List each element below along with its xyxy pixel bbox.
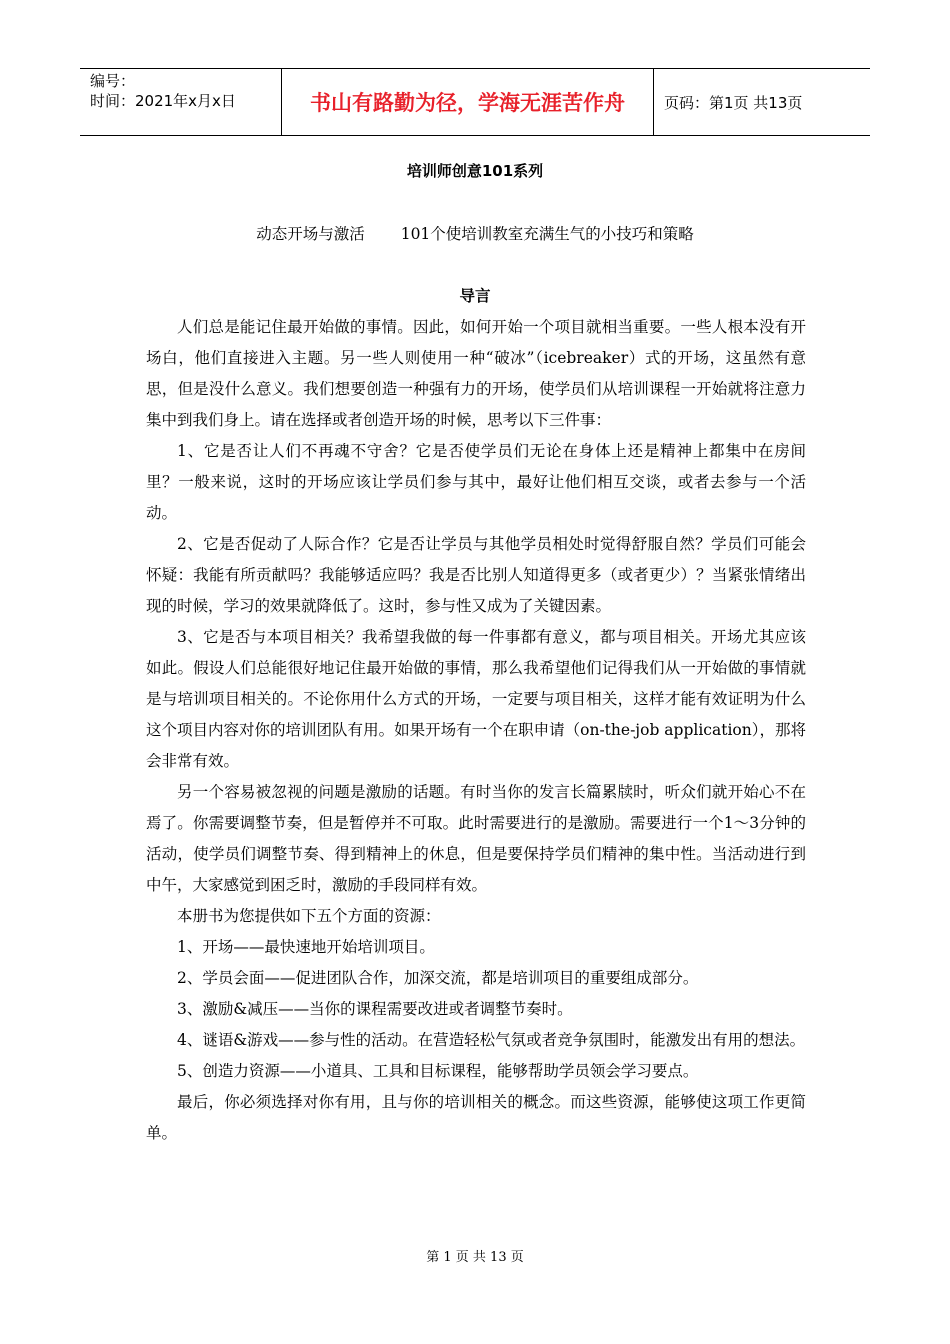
page-footer: 第 1 页 共 13 页 [426, 1250, 524, 1265]
list-item: 4、谜语&游戏——参与性的活动。在营造轻松气氛或者竞争氛围时，能激发出有用的想法。 [177, 1031, 806, 1049]
paragraph: 另一个容易被忽视的问题是激励的话题。有时当你的发言长篇累牍时，听众们就开始心不在焉了。你需要调整节奏，但是暂停并不可取。此时需要进行的是激励。需要进行一个1～3分钟的活动，使学员们调整节奏、得到精神上的休息，但是要保持学员们精神的集中性。当活动进行到中午，大家感觉到困乏时，激励的手段同样有效。 [146, 783, 806, 894]
header-meta-cell [80, 69, 281, 135]
body-text [146, 312, 806, 1149]
list-item: 3、激励&减压——当你的课程需要改进或者调整节奏时。 [177, 1000, 573, 1018]
paragraph: 2、它是否促动了人际合作？它是否让学员与其他学员相处时觉得舒服自然？学员们可能会怀疑：我能有所贡献吗？我能够适应吗？我是否比别人知道得更多（或者更少）？当紧张情绪出现的时候，学习的效果就降低了。这时，参与性又成为了关键因素。 [146, 535, 806, 615]
header-motto: 书山有路勤为径，学海无涯苦作舟 [281, 69, 654, 135]
list-item: 1、开场——最快速地开始培训项目。 [177, 938, 435, 956]
subtitle-part-2: 101个使培训教室充满生气的小技巧和策略 [400, 225, 694, 243]
subtitle-part-1: 动态开场与激活 [256, 225, 365, 243]
paragraph: 本册书为您提供如下五个方面的资源： [177, 907, 441, 925]
header-table [80, 68, 870, 136]
subtitle [0, 222, 950, 244]
header-page-info: 页码：第1页 共13页 [664, 93, 803, 112]
paragraph: 人们总是能记住最开始做的事情。因此，如何开始一个项目就相当重要。一些人根本没有开场白，他们直接进入主题。另一些人则使用一种“破冰”（icebreaker）式的开场，这虽然有意思，但是没什么意义。我们想要创造一种强有力的开场，使学员们从培训课程一开始就将注意力集中到我们身上。请在选择或者创造开场的时候，思考以下三件事： [146, 318, 806, 429]
list-item: 5、创造力资源——小道具、工具和目标课程，能够帮助学员领会学习要点。 [177, 1062, 699, 1080]
series-title: 培训师创意101系列 [406, 162, 544, 180]
paragraph: 最后，你必须选择对你有用，且与你的培训相关的概念。而这些资源，能够使这项工作更简单。 [146, 1093, 806, 1142]
paragraph: 1、它是否让人们不再魂不守舍？它是否使学员们无论在身体上还是精神上都集中在房间里？一般来说，这时的开场应该让学员们参与其中，最好让他们相互交谈，或者去参与一个活动。 [146, 442, 806, 522]
list-item: 2、学员会面——促进团队合作，加深交流，都是培训项目的重要组成部分。 [177, 969, 699, 987]
document-time-label: 时间：2021年x月x日 [90, 92, 236, 110]
section-heading: 导言 [459, 287, 491, 305]
document-number-label: 编号： [90, 72, 136, 90]
paragraph: 3、它是否与本项目相关？我希望我做的每一件事都有意义，都与项目相关。开场尤其应该如此。假设人们总能很好地记住最开始做的事情，那么我希望他们记得我们从一开始做的事情就是与培训项目相关的。不论你用什么方式的开场，一定要与项目相关，这样才能有效证明为什么这个项目内容对你的培训团队有用。如果开场有一个在职申请（on-the-job application），那将会非常有效。 [146, 628, 806, 770]
